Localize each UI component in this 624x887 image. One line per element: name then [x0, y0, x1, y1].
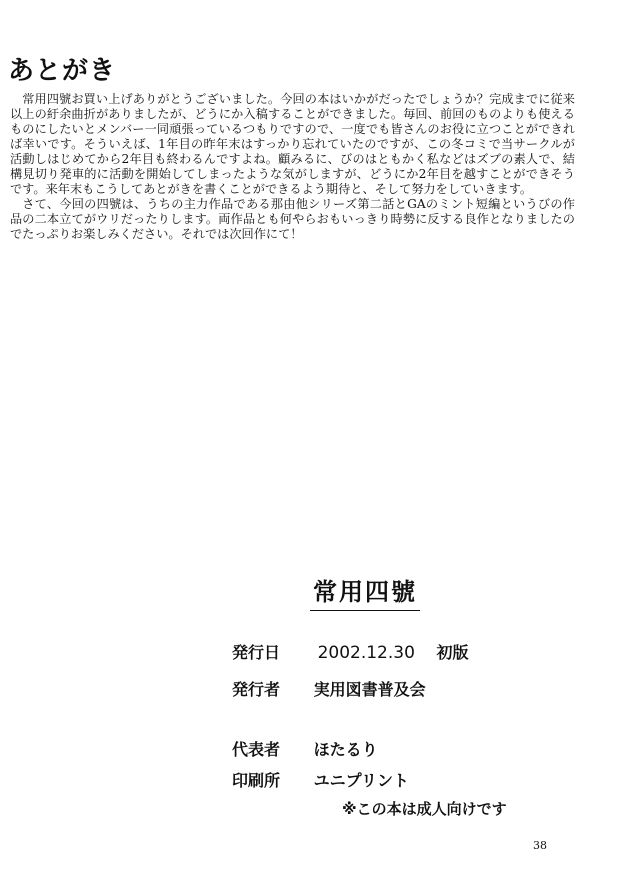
- representative-label: 代表者: [232, 740, 281, 759]
- issue-date-value: 2002.12.30: [317, 643, 415, 663]
- colophon-publisher-row: [232, 677, 426, 700]
- colophon-issue-date-row: [232, 640, 469, 663]
- printer-value: ユニプリント: [313, 771, 409, 790]
- afterword-paragraph-2: さて、今回の四號は、うちの主力作品である那由他シリーズ第二話とGAのミント短編というびの作品の二本立てがウリだったりします。両作品とも何やらおもいっきり時勢に反する良作となりましたのでたっぷりお楽しみください。それでは次回作にて！: [10, 197, 575, 241]
- publisher-value: 実用図書普及会: [313, 680, 426, 699]
- publisher-label: 発行者: [232, 680, 281, 699]
- afterword-body: [10, 92, 575, 242]
- page-number: 38: [533, 839, 547, 852]
- colophon-printer-row: [232, 768, 409, 791]
- printer-label: 印刷所: [232, 771, 281, 790]
- adult-content-notice: ※この本は成人向けです: [342, 800, 507, 818]
- edition-value: 初版: [436, 643, 469, 662]
- colophon-representative-row: [232, 737, 378, 760]
- colophon-title: 常用四號: [310, 572, 420, 611]
- representative-value: ほたるり: [313, 740, 378, 759]
- afterword-heading: あとがき: [8, 56, 117, 86]
- afterword-paragraph-1: 常用四號お買い上げありがとうございました。今回の本はいかがだったでしょうか？完成までに従来以上の紆余曲折がありましたが、どうにか入稿することができました。毎回、前回のものよりも使えるものにしたいとメンバー一同頑張っているつもりですので、一度でも皆さんのお役に立つことができれば幸いです。そういえば、1年目の昨年末はすっかり忘れていたのですが、この冬コミで当サークルが活動しはじめてから2年目も終わるんですよね。顧みるに、びのはともかく私などはズブの素人で、結構見切り発車的に活動を開始してしまったような気がしますが、どうにか2年目を越すことができそうです。来年末もこうしてあとがきを書くことができるよう期待と、そして努力をしていきます。: [10, 92, 575, 196]
- issue-date-label: 発行日: [232, 643, 281, 662]
